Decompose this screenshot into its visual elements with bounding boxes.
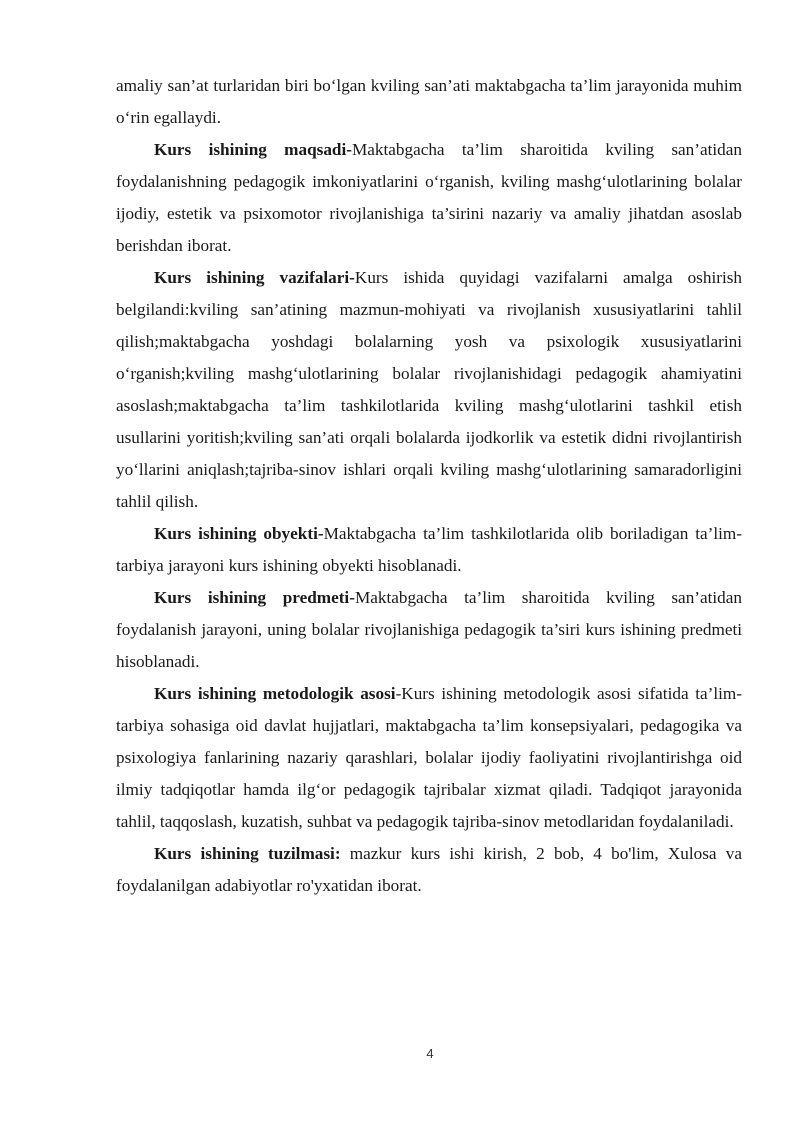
structure-heading: Kurs ishining tuzilmasi: (154, 844, 341, 863)
object-paragraph (116, 518, 742, 582)
aim-heading: Kurs ishining maqsadi- (154, 140, 352, 159)
structure-text: mazkur kurs ishi kirish, 2 bob, 4 bo'lim, Xulosa va foydalanilgan adabiyotlar ro'yxatidan iborat. (116, 844, 742, 895)
methodology-heading: Kurs ishining metodologik asosi (154, 684, 396, 703)
aim-paragraph (116, 134, 742, 262)
page-number: 4 (426, 1046, 434, 1061)
subject-paragraph (116, 582, 742, 678)
intro-paragraph (116, 70, 742, 134)
object-text: Maktabgacha ta’lim tashkilotlarida olib boriladigan ta’lim-tarbiya jarayoni kurs ishining obyekti hisoblanadi. (116, 524, 743, 575)
tasks-text: Kurs ishida quyidagi vazifalarni amalga oshirish belgilandi:kviling san’atining mazmun-mohiyati va rivojlanish xususiyatlarini tahlil qilish;maktabgacha yoshdagi bolalarning yosh va psixologik xususiyatlarini o‘rganish;kviling mashg‘ulotlarining bolalar rivojlanishidagi pedagogik ahamiyatini asoslash;maktabgacha ta’lim tashkilotlarida kviling mashg‘ulotlarini tashkil etish usullarini yoritish;kviling san’ati orqali bolalarda ijodkorlik va estetik didni rivojlantirish yo‘llarini aniqlash;tajriba-sinov ishlari orqali kviling mashg‘ulotlarining samaradorligini tahlil qilish. (116, 268, 743, 511)
document-page (116, 70, 742, 902)
structure-paragraph (116, 838, 742, 902)
subject-text: Maktabgacha ta’lim sharoitida kviling san’atidan foydalanish jarayoni, uning bolalar rivojlanishiga pedagogik ta’siri kurs ishining predmeti hisoblanadi. (116, 588, 743, 671)
object-heading: Kurs ishining obyekti- (154, 524, 324, 543)
tasks-paragraph (116, 262, 742, 518)
aim-text: Maktabgacha ta’lim sharoitida kviling san’atidan foydalanishning pedagogik imkoniyatlarini o‘rganish, kviling mashg‘ulotlarining bolalar ijodiy, estetik va psixomotor rivojlanishiga ta’sirini nazariy va amaliy jihatdan asoslab berishdan iborat. (116, 140, 742, 255)
intro-text: amaliy san’at turlaridan biri bo‘lgan kviling san’ati maktabgacha ta’lim jarayonida muhim o‘rin egallaydi. (116, 76, 742, 127)
tasks-heading: Kurs ishining vazifalari- (154, 268, 355, 287)
methodology-paragraph (116, 678, 742, 838)
methodology-text: -Kurs ishining metodologik asosi sifatida ta’lim-tarbiya sohasiga oid davlat hujjatlari, maktabgacha ta’lim konsepsiyalari, pedagogika va psixologiya fanlarining nazariy qarashlari, bolalar ijodiy faoliyatini rivojlantirishga oid ilmiy tadqiqotlar hamda ilg‘or pedagogik tajribalar xizmat qiladi. Tadqiqot jarayonida tahlil, taqqoslash, kuzatish, suhbat va pedagogik tajriba-sinov metodlaridan foydalaniladi. (116, 684, 742, 831)
subject-heading: Kurs ishining predmeti- (154, 588, 355, 607)
